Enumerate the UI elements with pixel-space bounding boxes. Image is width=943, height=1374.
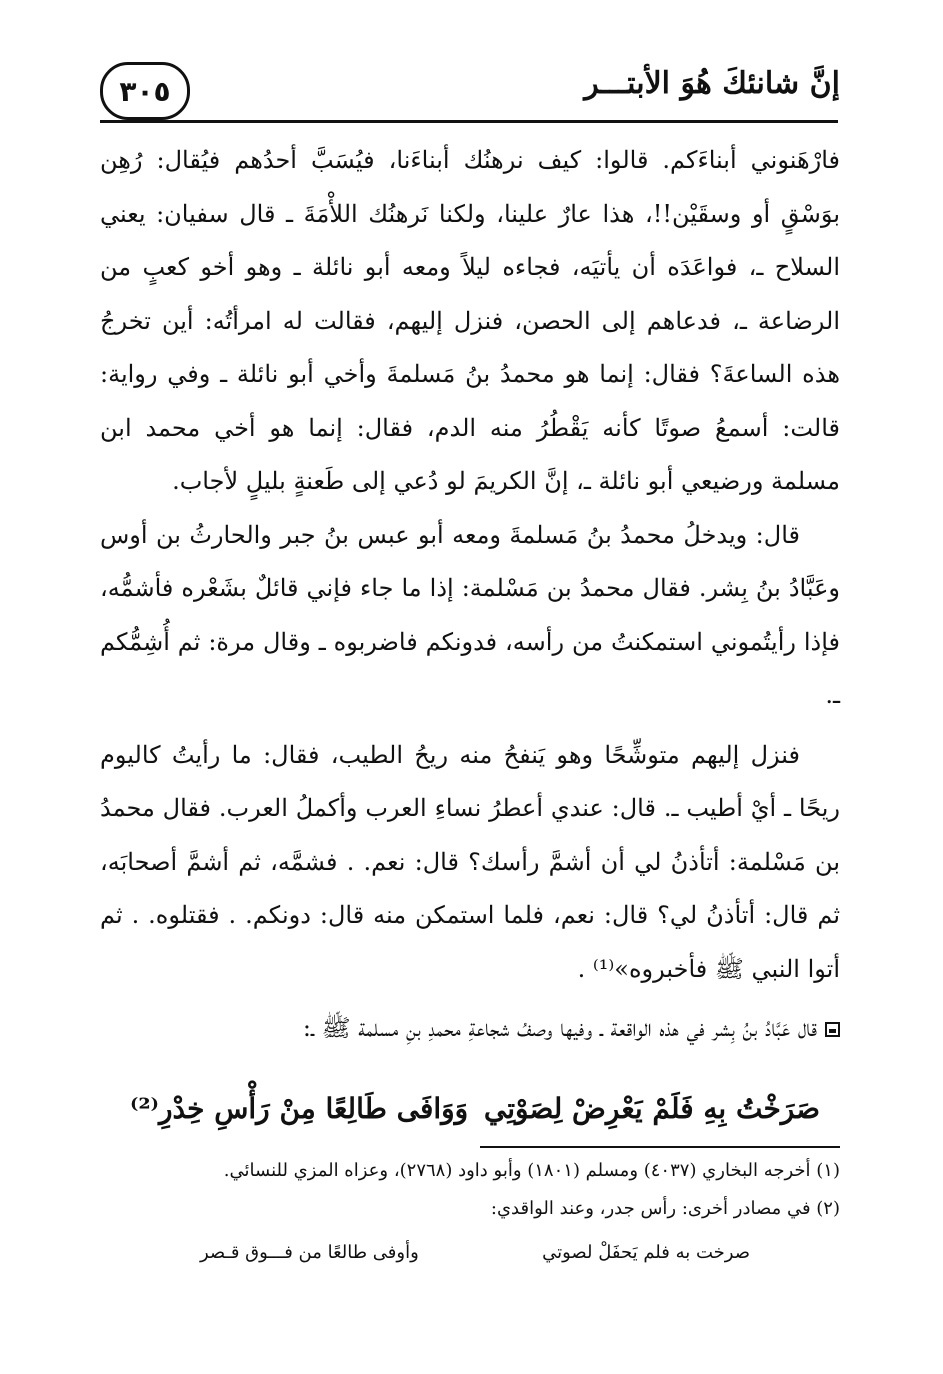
paragraph-4-text: قال عَبَّادُ بنُ بِشر في هذه الواقعة ـ وفيها وصفُ شجاعةِ محمدِ بنِ مسلمة ﷺ ـ: [302, 1014, 817, 1042]
verse-first-half: صَرَخْتُ بِهِ فَلَمْ يَعْرِضْ لِصَوْتِي [483, 1092, 820, 1125]
main-text [100, 134, 840, 1056]
page-header [100, 60, 840, 126]
paragraph-4 [100, 1002, 840, 1056]
footnotes [100, 1152, 840, 1228]
paragraph-3: فنزل إليهم متوشِّحًا وهو يَنفحُ منه ريحُ الطيب، فقال: ما رأيتُ كاليوم ريحًا ـ أيْ أطيب ـ. قال: عندي أعطرُ نساءِ العرب وأكملُ العرب. فقال محمدُ بن مَسْلمة: أتأذنُ لي أن أشمَّ رأسك؟ قال: نعم. . فشمَّه، ثم أشمَّ أصحابَه، ثم قال: أتأذنُ لي؟ قال: نعم، فلما استمكن منه قال: دونكم. . فقتلوه. . ثم أتوا النبي ﷺ فأخبروه»⁽¹⁾ . [100, 740, 840, 983]
running-title: إنَّ شانئكَ هُوَ الأبتـــر [584, 66, 840, 101]
header-divider [100, 120, 838, 123]
footnote-verse-first-half: صرخت به فلم يَحفَلْ لصوتي [542, 1242, 750, 1263]
square-icon [825, 1022, 840, 1037]
footnote-verse-second-half: وأوفى طالعًا من فـــوق قـصر [200, 1242, 419, 1263]
page-number: ٣٠٥ [100, 62, 190, 120]
paragraph-2: قال: ويدخلُ محمدُ بنُ مَسلمةَ ومعه أبو عبس بنُ جبر والحارثُ بن أوس وعَبَّادُ بنُ بِشر. فقال محمدُ بن مَسْلمة: إذا ما جاء فإني قائلٌ بشَعْره فأشمُّه، فإذا رأيتُموني استمكنتُ من رأسه، فدونكم فاضربوه ـ وقال مرة: ثم أُشِمُّكم ـ. [100, 520, 840, 709]
poem-verse [100, 1084, 840, 1140]
footnote-1: (١) أخرجه البخاري (٤٠٣٧) ومسلم (١٨٠١) وأبو داود (٢٧٦٨)، وعزاه المزي للنسائي. [223, 1160, 840, 1181]
footnote-verse [100, 1236, 840, 1276]
verse-second-half: وَوَافَى طَالِعًا مِنْ رَأْسِ خِدْرِ⁽²⁾ [130, 1092, 469, 1125]
footnote-2: (٢) في مصادر أخرى: رأس جدر، وعند الواقدي: [490, 1198, 840, 1219]
paragraph-1: فارْهَنوني أبناءَكم. قالوا: كيف نرهنُك أبناءَنا، فيُسَبَّ أحدُهم فيُقال: رُهِن بوَسْقٍ أو وسقَيْن!!، هذا عارٌ علينا، ولكنا نَرهنُك اللأْمَةَ ـ قال سفيان: يعني السلاح ـ، فواعَدَه أن يأتيَه، فجاءه ليلاً ومعه أبو نائلة ـ وهو أخو كعبٍ من الرضاعة ـ، فدعاهم إلى الحصن، فنزل إليهم، فقالت له امرأتُه: أين تخرجُ هذه الساعةَ؟ فقال: إنما هو محمدُ بنُ مَسلمةَ وأخي أبو نائلة ـ وفي رواية: قالت: أسمعُ صوتًا كأنه يَقْطُرُ منه الدم، فقال: إنما هو أخي محمد ابن مسلمة ورضيعي أبو نائلة ـ، إنَّ الكريمَ لو دُعي إلى طَعنةٍ بليلٍ لأجاب. [100, 146, 841, 495]
footnote-divider [480, 1146, 840, 1148]
